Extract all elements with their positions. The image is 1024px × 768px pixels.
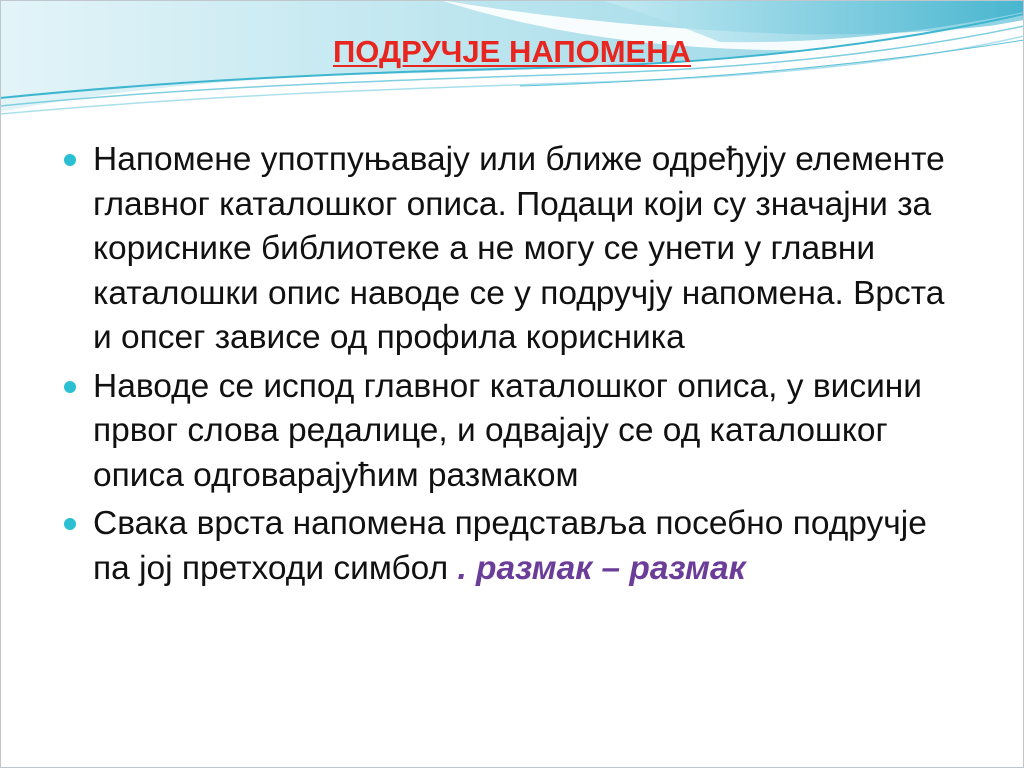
bullet-dot-icon bbox=[64, 518, 76, 530]
bullet-list bbox=[62, 138, 962, 595]
bullet-text: Свака врста напомена представља посебно подручје па јој претходи симбол bbox=[93, 505, 927, 587]
bullet-dot-icon bbox=[64, 154, 76, 166]
bullet-text: Напомене употпуњавају или ближе одређују елементе главног каталошког описа. Подаци који су значајни за кориснике библиотеке а не могу се унети у главни каталошки опис наводе се у подручју напомена. Врста и опсег зависе од профила корисника bbox=[93, 141, 945, 356]
list-item bbox=[62, 365, 962, 499]
list-item bbox=[62, 138, 962, 361]
list-item bbox=[62, 502, 962, 591]
bullet-dot-icon bbox=[64, 381, 76, 393]
slide-title: ПОДРУЧЈЕ НАПОМЕНА bbox=[333, 34, 691, 69]
bullet-text: Наводе се испод главног каталошког описа, у висини првог слова редалице, и одвајају се од каталошког описа одговарајућим размаком bbox=[93, 367, 923, 494]
separator-symbol-text: . размак – размак bbox=[457, 549, 746, 587]
